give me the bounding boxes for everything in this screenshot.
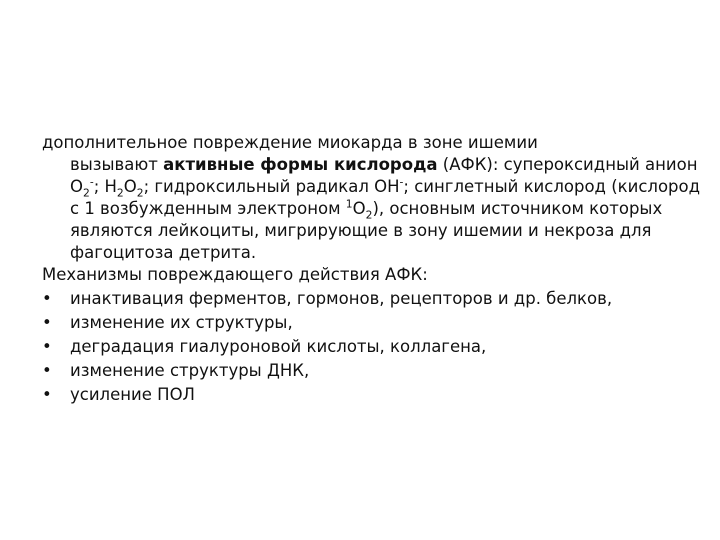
list-item-text: усиление ПОЛ bbox=[70, 385, 195, 404]
singlet-superscript: 1 bbox=[345, 197, 353, 211]
list-item bbox=[42, 335, 702, 358]
list-item bbox=[42, 359, 702, 382]
o-subscript: 2 bbox=[136, 186, 144, 200]
after-superoxide-text: ; Н bbox=[93, 177, 117, 196]
list-item-text: инактивация ферментов, гормонов, рецепторов и др. белков, bbox=[70, 289, 613, 308]
singlet-subscript: 2 bbox=[365, 208, 373, 222]
bullet-icon: • bbox=[42, 337, 52, 356]
oh-superscript: - bbox=[399, 175, 404, 189]
paragraph-continuation bbox=[42, 154, 702, 264]
bullet-icon: • bbox=[42, 289, 52, 308]
after-oh-text: ; синглетный кислород (кислород с 1 возбужденным электроном bbox=[70, 177, 701, 218]
o-letter: О bbox=[123, 177, 137, 196]
bullet-icon: • bbox=[42, 361, 52, 380]
list-item bbox=[42, 287, 702, 310]
list-item-text: деградация гиалуроновой кислоты, коллагена, bbox=[70, 337, 487, 356]
bullet-icon: • bbox=[42, 385, 52, 404]
list-item bbox=[42, 311, 702, 334]
h-subscript: 2 bbox=[116, 186, 124, 200]
bullet-icon: • bbox=[42, 313, 52, 332]
singlet-o-letter: О bbox=[352, 199, 366, 218]
paragraph-first-line: дополнительное повреждение миокарда в зоне ишемии bbox=[42, 133, 538, 152]
after-bold-text: (АФК): супероксидный анион О bbox=[70, 155, 698, 196]
mechanisms-heading: Механизмы повреждающего действия АФК: bbox=[42, 265, 428, 284]
list-item-text: изменение их структуры, bbox=[70, 313, 293, 332]
o2-superscript: - bbox=[89, 175, 94, 189]
mechanisms-list bbox=[42, 287, 702, 406]
intro-text: вызывают bbox=[70, 155, 164, 174]
list-item bbox=[42, 383, 702, 406]
paragraph-tail: ), основным источником которых являются лейкоциты, мигрирующие в зону ишемии и некроза для фагоцитоза детрита. bbox=[70, 199, 663, 262]
after-h2o2-text: ; гидроксильный радикал ОН bbox=[143, 177, 400, 196]
bold-term: активные формы кислорода bbox=[163, 155, 438, 174]
slide-content bbox=[42, 132, 702, 406]
o2-subscript: 2 bbox=[83, 186, 90, 200]
list-item-text: изменение структуры ДНК, bbox=[70, 361, 310, 380]
